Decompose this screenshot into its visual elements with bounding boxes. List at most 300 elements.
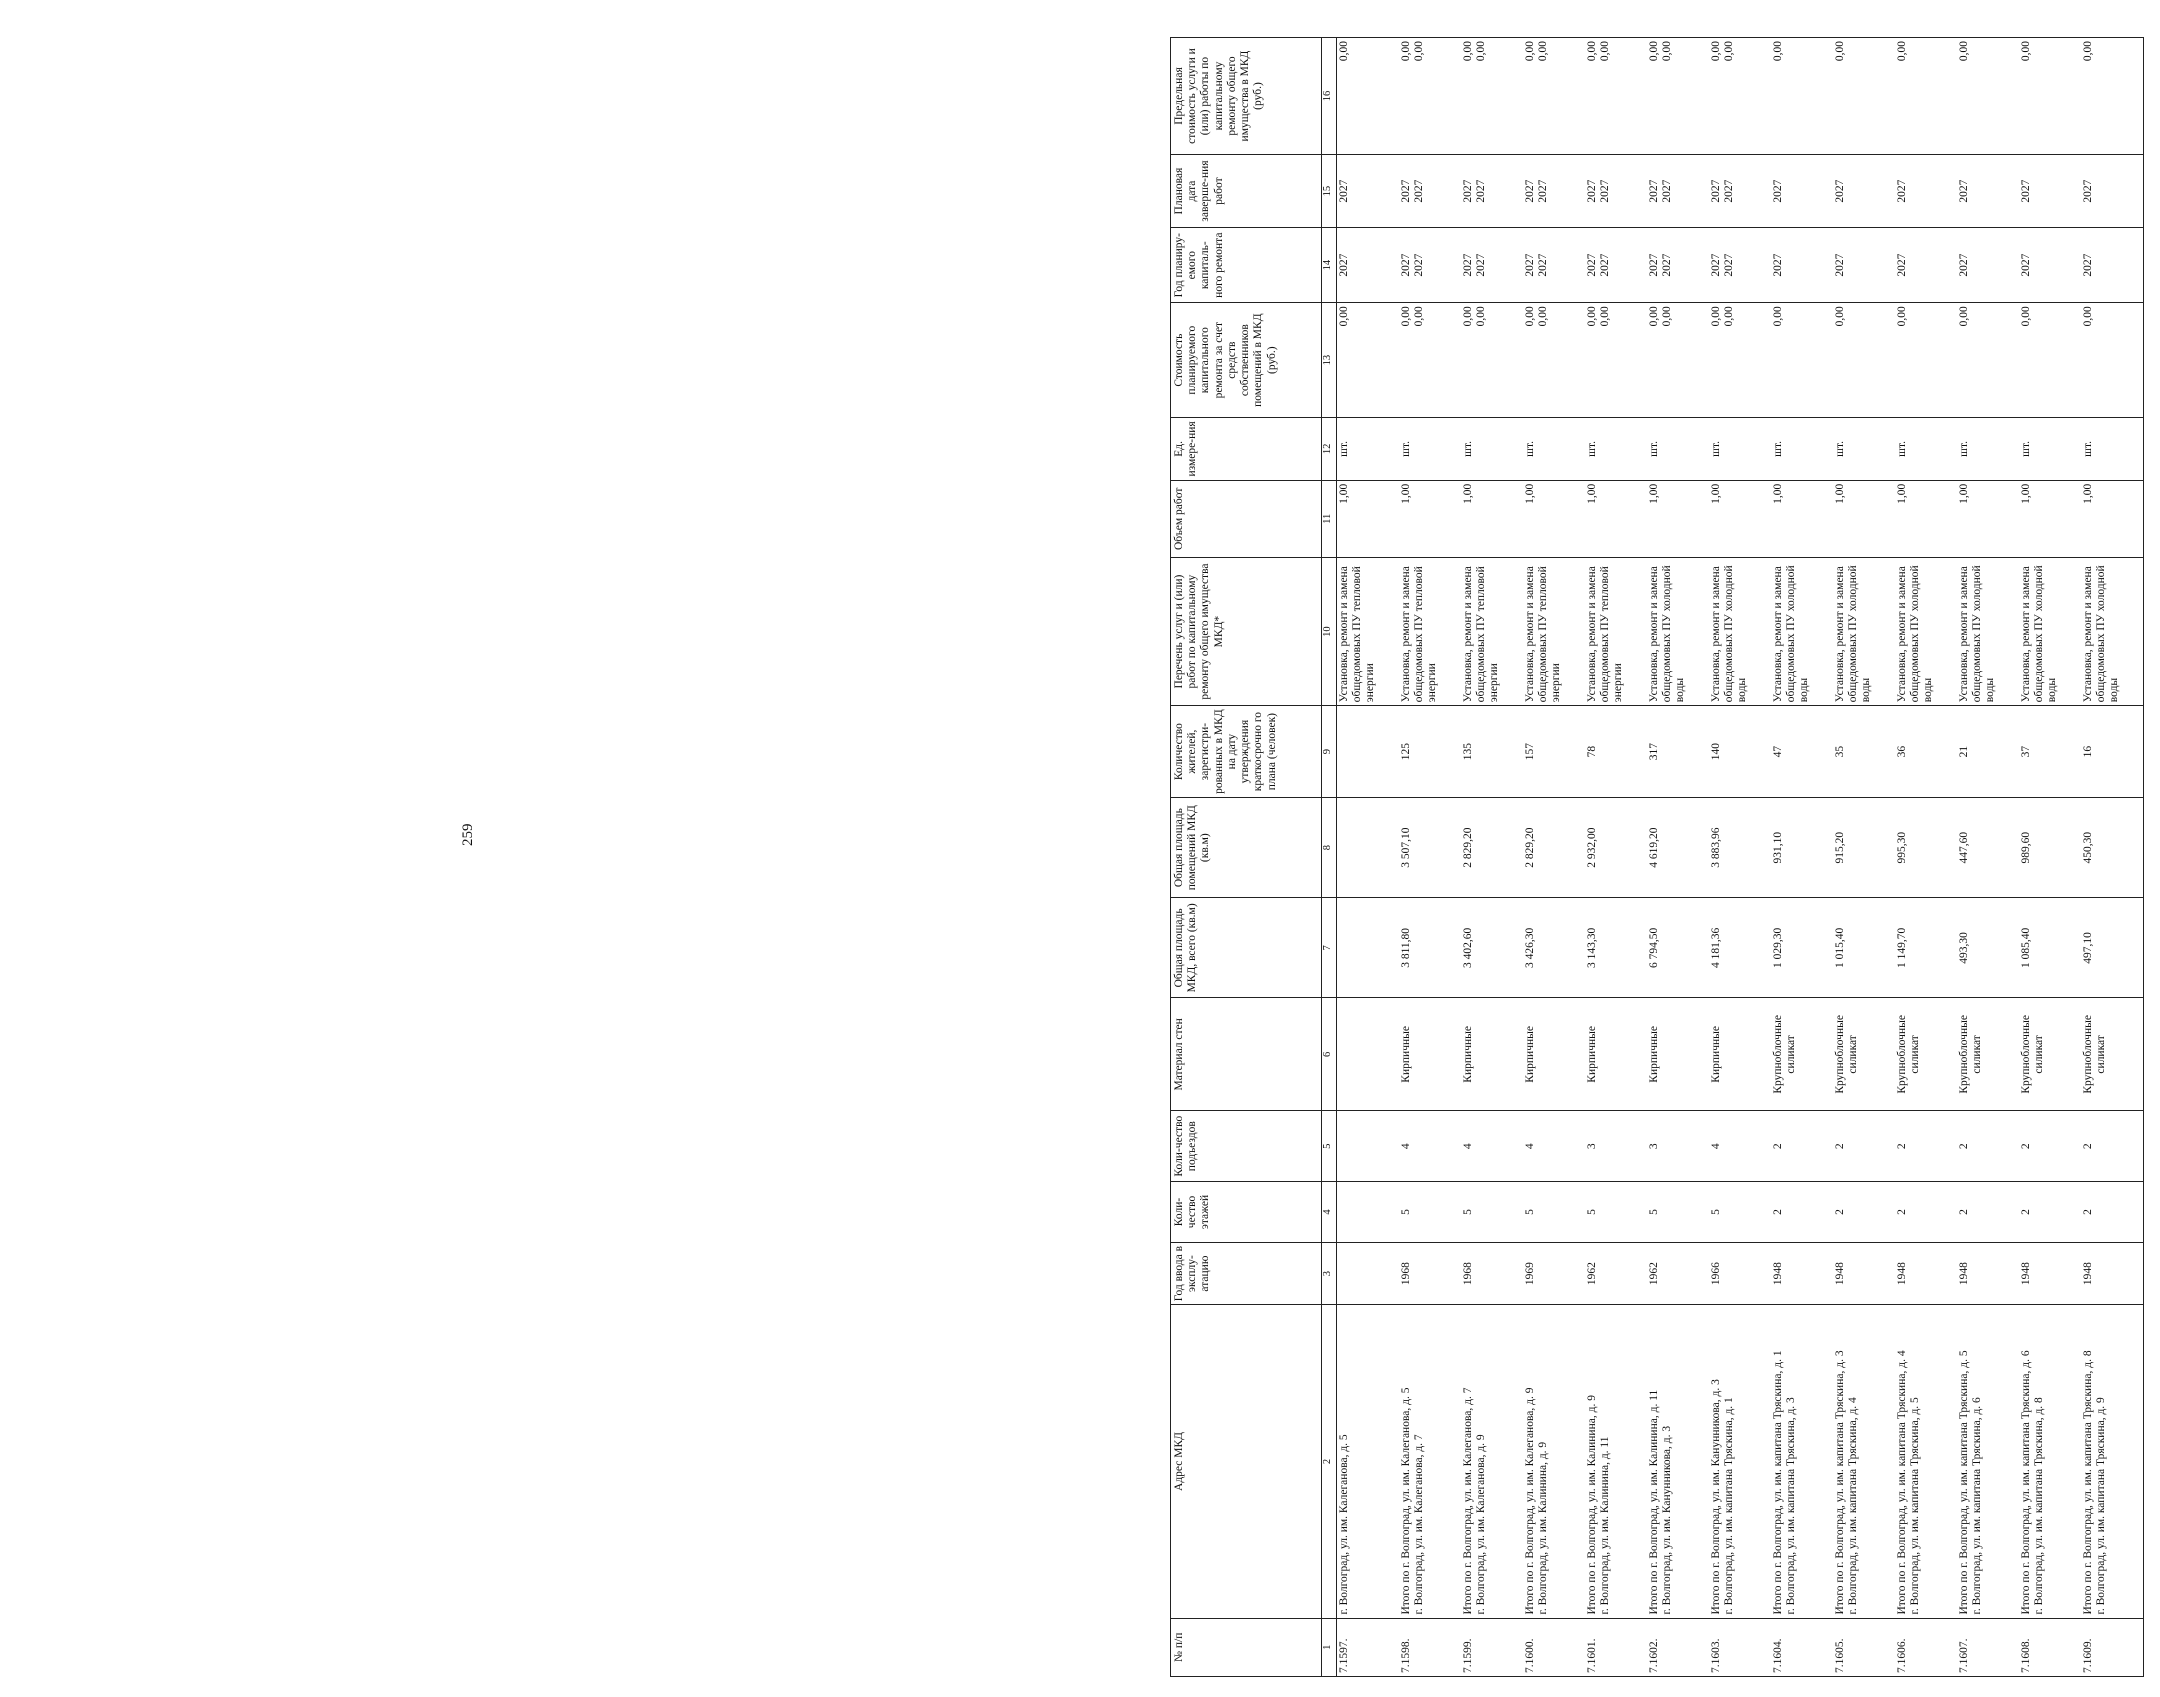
works-description: Установка, ремонт и замена общедомовых ПУ тепловой энергии <box>1524 566 1563 703</box>
year-built: 1948 <box>1958 1262 1970 1286</box>
limit-cell <box>1399 38 1461 155</box>
year-cell <box>1771 1242 1833 1305</box>
residents-cell <box>2019 706 2081 798</box>
column-number: 5 <box>1322 1111 1337 1182</box>
limit-cell <box>1895 38 1957 155</box>
row-number: 7.1604. <box>1772 1638 1784 1673</box>
total-label: Итого по г. Волгоград, ул. им. Калеганова, д. 7 <box>1462 1387 1474 1615</box>
end-date: 2027 <box>1413 179 1426 203</box>
year-built: 1966 <box>1710 1262 1722 1286</box>
row-number: 7.1606. <box>1896 1638 1908 1673</box>
limit-cell <box>1833 38 1895 155</box>
address: г. Волгоград, ул. им. Калинина, д. 9 <box>1537 1441 1550 1615</box>
end-date: 2027 <box>1772 179 1784 203</box>
work-volume: 1,00 <box>1834 483 1846 504</box>
cost-cell <box>1337 303 1400 418</box>
cost: 0,00 <box>1413 306 1426 327</box>
address: г. Волгоград, ул. им. капитана Тряскина, д. 1 <box>1723 1397 1736 1615</box>
total-cost: 0,00 <box>1586 306 1598 327</box>
plan-year-cell <box>1647 228 1709 303</box>
entrances-cell <box>2081 1111 2144 1182</box>
column-number: 12 <box>1322 418 1337 481</box>
year-built: 1968 <box>1400 1262 1412 1286</box>
repair-plan-table <box>1170 37 2144 1677</box>
limit-cell <box>1585 38 1647 155</box>
total-plan-year: 2027 <box>1648 253 1660 277</box>
address: г. Волгоград, ул. им. капитана Тряскина, д. 8 <box>2033 1397 2046 1615</box>
material-cell <box>1771 998 1833 1111</box>
row-number-cell <box>1585 1618 1647 1676</box>
floors-cell <box>1895 1182 1957 1243</box>
total-limit: 0,00 <box>1400 41 1412 62</box>
cost: 0,00 <box>2020 306 2032 327</box>
volume-cell <box>1771 480 1833 557</box>
plan-year: 2027 <box>1537 253 1550 277</box>
address-cell <box>1709 1305 1771 1618</box>
end-date: 2027 <box>2020 179 2032 203</box>
table-row <box>1957 38 2019 1677</box>
area-total: 6 794,50 <box>1648 927 1660 968</box>
total-plan-year: 2027 <box>1400 253 1412 277</box>
plan-year: 2027 <box>1834 253 1846 277</box>
end-date: 2027 <box>1896 179 1908 203</box>
total-plan-year: 2027 <box>1586 253 1598 277</box>
row-number: 7.1600. <box>1524 1638 1536 1673</box>
wall-material: Крупноблочные силикат <box>1896 1015 1922 1094</box>
entrances-cell <box>1523 1111 1585 1182</box>
end-date: 2027 <box>1723 179 1736 203</box>
table-row <box>2019 38 2081 1677</box>
entrances: 4 <box>1710 1143 1722 1150</box>
floors: 2 <box>1772 1209 1784 1215</box>
table-row <box>1399 38 1461 1677</box>
entrances-cell <box>1647 1111 1709 1182</box>
wall-material: Крупноблочные силикат <box>2020 1015 2046 1094</box>
entrances-cell <box>1337 1111 1400 1182</box>
wall-material: Кирпичные <box>1524 1026 1536 1083</box>
plan-year-cell <box>1895 228 1957 303</box>
end-date: 2027 <box>2082 179 2094 203</box>
volume-cell <box>1647 480 1709 557</box>
year-cell <box>1647 1242 1709 1305</box>
area-rooms: 995,30 <box>1896 831 1908 864</box>
row-number: 7.1599. <box>1462 1638 1474 1673</box>
works-cell <box>1895 557 1957 705</box>
floors: 5 <box>1400 1209 1412 1215</box>
column-number: 11 <box>1322 480 1337 557</box>
address-cell <box>1337 1305 1400 1618</box>
limit-cell <box>2081 38 2144 155</box>
column-header: Коли-чество подъездов <box>1171 1111 1322 1182</box>
total-end-date: 2027 <box>1710 179 1722 203</box>
column-number: 14 <box>1322 228 1337 303</box>
area-rooms-cell <box>2019 798 2081 898</box>
floors: 2 <box>1896 1209 1908 1215</box>
row-number-cell <box>1833 1618 1895 1676</box>
year-cell <box>1895 1242 1957 1305</box>
row-number-cell <box>1399 1618 1461 1676</box>
works-description: Установка, ремонт и замена общедомовых ПУ холодной воды <box>1772 565 1811 703</box>
plan-year: 2027 <box>2082 253 2094 277</box>
cost-cell <box>1399 303 1461 418</box>
floors: 5 <box>1710 1209 1722 1215</box>
rotated-table-wrapper <box>1170 37 2160 1677</box>
plan-year-cell <box>1771 228 1833 303</box>
unit-cell <box>2081 418 2144 481</box>
residents: 37 <box>2020 745 2032 758</box>
area-total-cell <box>2081 898 2144 998</box>
limit: 0,00 <box>2082 41 2094 62</box>
plan-year-cell <box>1337 228 1400 303</box>
residents: 135 <box>1462 743 1474 761</box>
area-rooms-cell <box>1957 798 2019 898</box>
row-number: 7.1598. <box>1400 1638 1412 1673</box>
residents: 35 <box>1834 745 1846 758</box>
address: г. Волгоград, ул. им. капитана Тряскина, д. 9 <box>2095 1397 2108 1615</box>
unit-cell <box>1647 418 1709 481</box>
entrances-cell <box>1709 1111 1771 1182</box>
cost: 0,00 <box>1661 306 1674 327</box>
area-total: 497,10 <box>2082 932 2094 964</box>
year-built: 1948 <box>2082 1262 2094 1286</box>
floors-cell <box>1461 1182 1523 1243</box>
material-cell <box>1461 998 1523 1111</box>
limit-cell <box>1523 38 1585 155</box>
column-header: Перечень услуг и (или) работ по капитальному ремонту общего имущества МКД* <box>1171 557 1322 705</box>
year-built: 1962 <box>1648 1262 1660 1286</box>
unit-cell <box>1337 418 1400 481</box>
address: г. Волгоград, ул. им. Канунникова, д. 3 <box>1661 1425 1674 1615</box>
plan-year-cell <box>1833 228 1895 303</box>
cost: 0,00 <box>1475 306 1488 327</box>
plan-year: 2027 <box>1772 253 1784 277</box>
end-date: 2027 <box>1661 179 1674 203</box>
wall-material: Крупноблочные силикат <box>1834 1015 1860 1094</box>
works-description: Установка, ремонт и замена общедомовых ПУ холодной воды <box>2020 565 2059 703</box>
address-cell <box>1461 1305 1523 1618</box>
row-number: 7.1597. <box>1338 1638 1350 1673</box>
works-cell <box>1585 557 1647 705</box>
year-built: 1968 <box>1462 1262 1474 1286</box>
cost: 0,00 <box>1772 306 1784 327</box>
floors: 2 <box>2082 1209 2094 1215</box>
residents-cell <box>1461 706 1523 798</box>
end-date-cell <box>1461 155 1523 228</box>
total-limit: 0,00 <box>1524 41 1536 62</box>
table-row <box>1771 38 1833 1677</box>
works-description: Установка, ремонт и замена общедомовых ПУ холодной воды <box>1710 565 1749 703</box>
material-cell <box>2019 998 2081 1111</box>
area-rooms: 450,30 <box>2082 831 2094 864</box>
entrances-cell <box>1461 1111 1523 1182</box>
total-label: Итого по г. Волгоград, ул. им. капитана Тряскина, д. 4 <box>1896 1350 1908 1615</box>
table-row <box>1585 38 1647 1677</box>
row-number-cell <box>1709 1618 1771 1676</box>
total-label: Итого по г. Волгоград, ул. им. Канунникова, д. 3 <box>1710 1379 1722 1615</box>
year-cell <box>2019 1242 2081 1305</box>
row-number-cell <box>2019 1618 2081 1676</box>
end-date-cell <box>2081 155 2144 228</box>
row-number-cell <box>1957 1618 2019 1676</box>
limit-cell <box>1461 38 1523 155</box>
plan-year-cell <box>2081 228 2144 303</box>
plan-year-cell <box>1399 228 1461 303</box>
address: г. Волгоград, ул. им. капитана Тряскина, д. 6 <box>1971 1397 1984 1615</box>
floors: 2 <box>2020 1209 2032 1215</box>
works-description: Установка, ремонт и замена общедомовых ПУ тепловой энергии <box>1462 566 1501 703</box>
work-volume: 1,00 <box>1710 483 1722 504</box>
year-cell <box>1709 1242 1771 1305</box>
floors-cell <box>1647 1182 1709 1243</box>
address-cell <box>1895 1305 1957 1618</box>
unit: шт. <box>1834 440 1846 457</box>
address-cell <box>1957 1305 2019 1618</box>
total-limit: 0,00 <box>1648 41 1660 62</box>
area-total-cell <box>1399 898 1461 998</box>
limit: 0,00 <box>1723 41 1736 62</box>
work-volume: 1,00 <box>1400 483 1412 504</box>
volume-cell <box>2019 480 2081 557</box>
cost-cell <box>1709 303 1771 418</box>
wall-material: Кирпичные <box>1586 1026 1598 1083</box>
works-description: Установка, ремонт и замена общедомовых ПУ холодной воды <box>2082 565 2121 703</box>
entrances: 3 <box>1586 1143 1598 1150</box>
volume-cell <box>1585 480 1647 557</box>
material-cell <box>1957 998 2019 1111</box>
total-cost: 0,00 <box>1524 306 1536 327</box>
volume-cell <box>1833 480 1895 557</box>
unit-cell <box>1585 418 1647 481</box>
limit-cell <box>1709 38 1771 155</box>
material-cell <box>1399 998 1461 1111</box>
wall-material: Кирпичные <box>1648 1026 1660 1083</box>
material-cell <box>1585 998 1647 1111</box>
works-cell <box>1399 557 1461 705</box>
works-cell <box>1771 557 1833 705</box>
unit-cell <box>2019 418 2081 481</box>
unit-cell <box>1399 418 1461 481</box>
floors-cell <box>1585 1182 1647 1243</box>
plan-year-cell <box>2019 228 2081 303</box>
area-rooms: 3 883,96 <box>1710 827 1722 868</box>
end-date-cell <box>2019 155 2081 228</box>
works-cell <box>1647 557 1709 705</box>
unit: шт. <box>1958 440 1970 457</box>
row-number-cell <box>1523 1618 1585 1676</box>
total-label: Итого по г. Волгоград, ул. им. Калинина, д. 11 <box>1648 1389 1660 1615</box>
address-cell <box>1523 1305 1585 1618</box>
row-number-cell <box>1461 1618 1523 1676</box>
area-total-cell <box>1895 898 1957 998</box>
works-description: Установка, ремонт и замена общедомовых ПУ тепловой энергии <box>1400 566 1439 703</box>
column-number: 13 <box>1322 303 1337 418</box>
work-volume: 1,00 <box>1524 483 1536 504</box>
area-rooms: 915,20 <box>1834 831 1846 864</box>
material-cell <box>1833 998 1895 1111</box>
unit: шт. <box>1462 440 1474 457</box>
residents-cell <box>1585 706 1647 798</box>
residents: 78 <box>1586 745 1598 758</box>
unit-cell <box>1461 418 1523 481</box>
area-rooms: 2 932,00 <box>1586 827 1598 868</box>
work-volume: 1,00 <box>2020 483 2032 504</box>
residents-cell <box>1957 706 2019 798</box>
floors: 5 <box>1586 1209 1598 1215</box>
works-description: Установка, ремонт и замена общедомовых ПУ тепловой энергии <box>1338 566 1377 703</box>
area-total: 3 402,60 <box>1462 927 1474 968</box>
limit: 0,00 <box>1413 41 1426 62</box>
table-row <box>1461 38 1523 1677</box>
entrances: 3 <box>1648 1143 1660 1150</box>
column-number: 2 <box>1322 1305 1337 1618</box>
unit-cell <box>1771 418 1833 481</box>
address: г. Волгоград, ул. им. Калинина, д. 11 <box>1599 1436 1612 1615</box>
end-date-cell <box>1647 155 1709 228</box>
entrances: 2 <box>1772 1143 1784 1150</box>
column-header: Количество жителей, зарегистри-рованных в МКД на дату утверждения краткосрочно го плана (человек) <box>1171 706 1322 798</box>
row-number: 7.1609. <box>2082 1638 2094 1673</box>
entrances: 2 <box>1834 1143 1846 1150</box>
plan-year: 2027 <box>1338 253 1350 277</box>
works-description: Установка, ремонт и замена общедомовых ПУ холодной воды <box>1834 565 1873 703</box>
column-number: 1 <box>1322 1618 1337 1676</box>
column-header: Коли-чество этажей <box>1171 1182 1322 1243</box>
cost: 0,00 <box>1896 306 1908 327</box>
area-total-cell <box>1833 898 1895 998</box>
floors: 5 <box>1648 1209 1660 1215</box>
limit-cell <box>1957 38 2019 155</box>
residents-cell <box>1337 706 1400 798</box>
unit: шт. <box>1524 440 1536 457</box>
limit: 0,00 <box>1661 41 1674 62</box>
entrances-cell <box>1585 1111 1647 1182</box>
area-rooms: 2 829,20 <box>1462 827 1474 868</box>
wall-material: Крупноблочные силикат <box>1772 1015 1798 1094</box>
floors-cell <box>1771 1182 1833 1243</box>
works-description: Установка, ремонт и замена общедомовых ПУ холодной воды <box>1958 565 1997 703</box>
work-volume: 1,00 <box>1958 483 1970 504</box>
cost-cell <box>2081 303 2144 418</box>
unit: шт. <box>1772 440 1784 457</box>
volume-cell <box>1895 480 1957 557</box>
address: г. Волгоград, ул. им. Калеганова, д. 9 <box>1475 1434 1488 1615</box>
column-number: 16 <box>1322 38 1337 155</box>
area-total: 1 149,70 <box>1896 927 1908 968</box>
works-cell <box>2081 557 2144 705</box>
floors: 2 <box>1958 1209 1970 1215</box>
entrances-cell <box>2019 1111 2081 1182</box>
volume-cell <box>1523 480 1585 557</box>
cost: 0,00 <box>1723 306 1736 327</box>
floors-cell <box>1337 1182 1400 1243</box>
end-date-cell <box>1399 155 1461 228</box>
limit: 0,00 <box>1958 41 1970 62</box>
year-built: 1948 <box>1772 1262 1784 1286</box>
unit: шт. <box>2082 440 2094 457</box>
cost-cell <box>1585 303 1647 418</box>
column-header: Общая площадь помещений МКД (кв.м) <box>1171 798 1322 898</box>
area-rooms-cell <box>1647 798 1709 898</box>
volume-cell <box>1461 480 1523 557</box>
row-number: 7.1601. <box>1586 1638 1598 1673</box>
year-built: 1962 <box>1586 1262 1598 1286</box>
total-end-date: 2027 <box>1648 179 1660 203</box>
cost: 0,00 <box>1834 306 1846 327</box>
work-volume: 1,00 <box>1462 483 1474 504</box>
area-total-cell <box>1461 898 1523 998</box>
work-volume: 1,00 <box>1338 483 1350 504</box>
volume-cell <box>1709 480 1771 557</box>
total-end-date: 2027 <box>1524 179 1536 203</box>
limit-cell <box>1771 38 1833 155</box>
limit: 0,00 <box>1772 41 1784 62</box>
total-label: Итого по г. Волгоград, ул. им. капитана Тряскина, д. 6 <box>2020 1350 2032 1615</box>
entrances: 2 <box>2020 1143 2032 1150</box>
works-description: Установка, ремонт и замена общедомовых ПУ холодной воды <box>1896 565 1935 703</box>
work-volume: 1,00 <box>1896 483 1908 504</box>
end-date: 2027 <box>1338 179 1350 203</box>
cost: 0,00 <box>1537 306 1550 327</box>
plan-year: 2027 <box>1475 253 1488 277</box>
end-date: 2027 <box>1475 179 1488 203</box>
end-date-cell <box>1585 155 1647 228</box>
limit: 0,00 <box>1599 41 1612 62</box>
address-cell <box>1585 1305 1647 1618</box>
work-volume: 1,00 <box>1648 483 1660 504</box>
year-cell <box>1523 1242 1585 1305</box>
column-header: № п/п <box>1171 1618 1322 1676</box>
works-cell <box>1709 557 1771 705</box>
residents: 317 <box>1648 743 1660 761</box>
floors-cell <box>1399 1182 1461 1243</box>
column-header: Общая площадь МКД, всего (кв.м) <box>1171 898 1322 998</box>
cost-cell <box>1461 303 1523 418</box>
row-number-cell <box>1647 1618 1709 1676</box>
area-rooms: 989,60 <box>2020 831 2032 864</box>
area-rooms-cell <box>1337 798 1400 898</box>
residents: 16 <box>2082 745 2094 758</box>
area-total-cell <box>2019 898 2081 998</box>
area-rooms-cell <box>1895 798 1957 898</box>
column-number: 10 <box>1322 557 1337 705</box>
row-number: 7.1608. <box>2020 1638 2032 1673</box>
unit-cell <box>1833 418 1895 481</box>
column-header: Год ввода в эксплу-атацию <box>1171 1242 1322 1305</box>
column-number: 7 <box>1322 898 1337 998</box>
residents-cell <box>2081 706 2144 798</box>
column-header: Объем работ <box>1171 480 1322 557</box>
area-rooms: 447,60 <box>1958 831 1970 864</box>
area-total-cell <box>1647 898 1709 998</box>
total-cost: 0,00 <box>1400 306 1412 327</box>
row-number: 7.1603. <box>1710 1638 1722 1673</box>
floors-cell <box>2081 1182 2144 1243</box>
area-rooms: 931,10 <box>1772 831 1784 864</box>
area-rooms-cell <box>1833 798 1895 898</box>
cost: 0,00 <box>1958 306 1970 327</box>
area-total-cell <box>1771 898 1833 998</box>
area-total: 1 085,40 <box>2020 927 2032 968</box>
residents: 125 <box>1400 743 1412 761</box>
works-cell <box>1461 557 1523 705</box>
material-cell <box>1337 998 1400 1111</box>
plan-year-cell <box>1709 228 1771 303</box>
area-total: 1 029,30 <box>1772 927 1784 968</box>
end-date-cell <box>1957 155 2019 228</box>
area-rooms: 4 619,20 <box>1648 827 1660 868</box>
area-rooms-cell <box>2081 798 2144 898</box>
plan-year-cell <box>1585 228 1647 303</box>
